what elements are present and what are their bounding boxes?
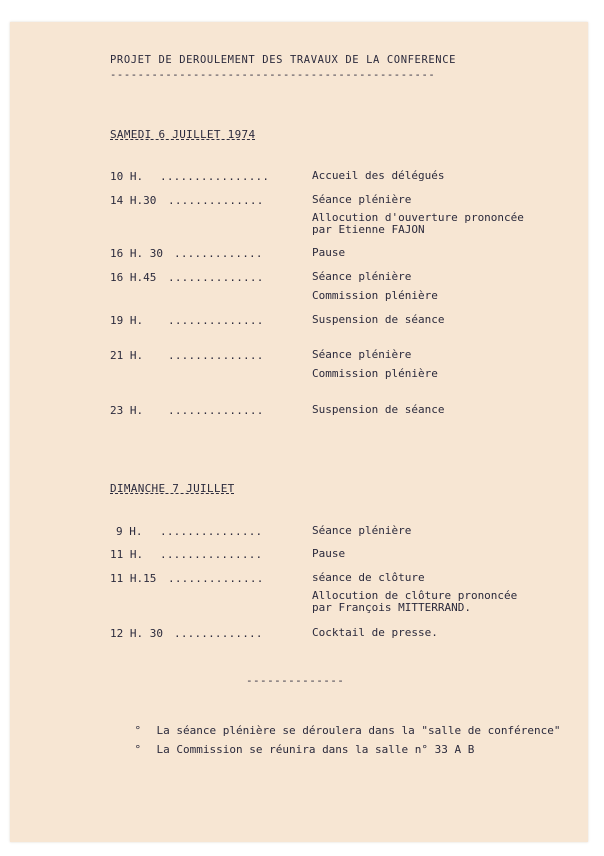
- day-heading-saturday: SAMEDI 6 JUILLET 1974: [110, 128, 256, 141]
- time-label: 11 H.: [110, 548, 144, 561]
- activity-line: Séance plénière: [312, 193, 412, 206]
- dot-leader: .............: [174, 627, 263, 640]
- activity-line: Accueil des délégués: [312, 169, 445, 182]
- dot-leader: ................: [160, 170, 270, 183]
- dot-leader: ..............: [168, 314, 264, 327]
- activity-line: Séance plénière: [312, 348, 412, 361]
- dot-leader: .............: [174, 247, 263, 260]
- activity-line: Pause: [312, 547, 346, 560]
- activity-line: Pause: [312, 246, 346, 259]
- activity-line: par Etienne FAJON: [312, 223, 425, 236]
- dot-leader: ..............: [168, 271, 264, 284]
- activity-line: par François MITTERRAND.: [312, 601, 471, 614]
- bullet-marker: °: [134, 724, 142, 737]
- activity-line: Commission plénière: [312, 367, 438, 380]
- activity-line: Allocution de clôture prononcée: [312, 589, 518, 602]
- activity-line: Séance plénière: [312, 270, 412, 283]
- bullet-marker: °: [134, 743, 142, 756]
- activity-line: Séance plénière: [312, 524, 412, 537]
- time-label: 9 H.: [116, 525, 143, 538]
- footnote-text: La Commission se réunira dans la salle n° 33 A B: [156, 743, 475, 756]
- title-underline: -----------------------------------------------: [110, 69, 436, 81]
- document-title: PROJET DE DEROULEMENT DES TRAVAUX DE LA CONFERENCE: [110, 54, 457, 66]
- dot-leader: ..............: [168, 349, 264, 362]
- footnote: [108, 730, 474, 769]
- time-label: 16 H. 30: [110, 247, 163, 260]
- time-label: 10 H.: [110, 170, 144, 183]
- time-label: 23 H.: [110, 404, 144, 417]
- time-label: 11 H.15: [110, 572, 157, 585]
- day-heading-sunday: DIMANCHE 7 JUILLET: [110, 482, 235, 495]
- dot-leader: ..............: [168, 194, 264, 207]
- document-page: [10, 22, 588, 842]
- footnote-text: La séance plénière se déroulera dans la "salle de conférence": [156, 724, 561, 737]
- time-label: 12 H. 30: [110, 627, 163, 640]
- dot-leader: ..............: [168, 572, 264, 585]
- time-label: 14 H.30: [110, 194, 157, 207]
- activity-line: Commission plénière: [312, 289, 438, 302]
- activity-line: Allocution d'ouverture prononcée: [312, 211, 524, 224]
- time-label: 21 H.: [110, 349, 144, 362]
- dot-leader: ...............: [160, 548, 263, 561]
- activity-line: séance de clôture: [312, 571, 425, 584]
- dot-leader: ..............: [168, 404, 264, 417]
- dot-leader: ...............: [160, 525, 263, 538]
- activity-line: Suspension de séance: [312, 313, 445, 326]
- time-label: 19 H.: [110, 314, 144, 327]
- activity-line: Suspension de séance: [312, 403, 445, 416]
- separator-line: --------------: [246, 674, 345, 687]
- activity-line: Cocktail de presse.: [312, 626, 438, 639]
- time-label: 16 H.45: [110, 271, 157, 284]
